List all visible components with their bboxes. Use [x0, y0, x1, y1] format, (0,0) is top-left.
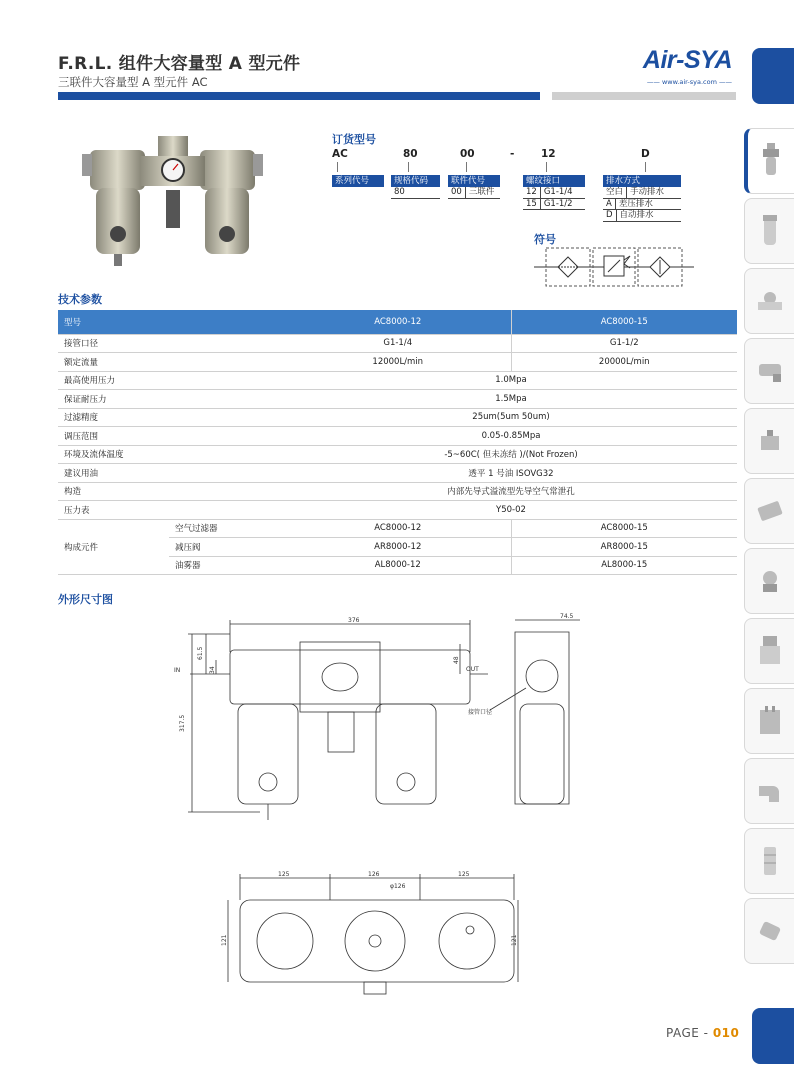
code-key: 12: [523, 187, 541, 198]
components-label: 构成元件: [58, 519, 169, 575]
manifold-icon: [755, 634, 785, 668]
silencer-icon: [759, 843, 781, 879]
regulator-icon: [755, 286, 785, 316]
side-item-regulator[interactable]: [744, 268, 794, 334]
product-photo: [82, 128, 272, 278]
port-code-row: [523, 187, 585, 199]
series-code-head: 系列代号: [332, 175, 384, 187]
port-code-row: [523, 199, 585, 211]
side-item-manifold[interactable]: [744, 618, 794, 684]
outlet-label: OUT: [466, 666, 479, 673]
side-item-frl[interactable]: [744, 128, 794, 194]
spec-label: 环境及流体温度: [58, 445, 285, 464]
drain-code-head: 排水方式: [603, 175, 681, 187]
page-subtitle: 三联件大容量型 A 型元件 AC: [58, 75, 208, 89]
spec-label: 最高使用压力: [58, 371, 285, 390]
component-name: 油雾器: [169, 556, 285, 575]
code-key: A: [603, 199, 616, 210]
dim-w3: 125: [458, 871, 470, 878]
drain-code-row: [603, 187, 681, 199]
ordering-title: 订货型号: [332, 133, 376, 146]
side-item-cylinder[interactable]: [744, 478, 794, 544]
side-tab-bottom: [752, 1008, 794, 1064]
spec-value: AL8000-12: [285, 556, 511, 575]
solenoid-icon: [755, 426, 785, 456]
code-key: 15: [523, 199, 541, 210]
spec-header-col1: AC8000-12: [285, 310, 511, 334]
spec-label: 额定流量: [58, 353, 285, 372]
code-key: D: [603, 210, 617, 221]
brand-logo: [620, 46, 740, 92]
spec-label: 建议用油: [58, 464, 285, 483]
spec-value: AC8000-12: [285, 519, 511, 538]
spec-label: 调压范围: [58, 427, 285, 446]
code-tick: [645, 162, 646, 172]
spec-code-box: [391, 175, 440, 199]
drain-code-box: [603, 175, 681, 222]
cylinder-icon: [755, 496, 785, 526]
page-title: F.R.L. 组件大容量型 A 型元件: [58, 54, 301, 74]
spec-value: 12000L/min: [285, 353, 511, 372]
code-key: 00: [448, 187, 466, 198]
spec-value: 25um(5um 50um): [285, 408, 737, 427]
side-item-fitting[interactable]: [744, 758, 794, 824]
assembly-code-row: [448, 187, 500, 199]
dim-h4: 48: [453, 656, 460, 664]
drain-code-row: [603, 210, 681, 222]
code-value: 三联件: [468, 187, 495, 197]
table-row: [58, 464, 737, 483]
spec-value: AR8000-15: [511, 538, 737, 557]
spec-value: 20000L/min: [511, 353, 737, 372]
spec-code-head: 规格代码: [391, 175, 440, 187]
spec-value: Y50-02: [285, 501, 737, 520]
table-row: [58, 334, 737, 353]
code-tick: [466, 162, 467, 172]
code-series: AC: [332, 148, 348, 160]
spec-value: AL8000-15: [511, 556, 737, 575]
code-port: 12: [541, 148, 556, 160]
side-item-actuator[interactable]: [744, 548, 794, 614]
side-item-silencer[interactable]: [744, 828, 794, 894]
table-row: [58, 501, 737, 520]
spec-header-row: [58, 310, 737, 334]
dim-width: 376: [348, 617, 360, 624]
spec-value: 1.0Mpa: [285, 371, 737, 390]
page-no: 010: [712, 1026, 740, 1040]
port-code-box: [523, 175, 585, 210]
table-row: [58, 445, 737, 464]
port-code-head: 螺纹接口: [523, 175, 585, 187]
dim-total-height: 317.5: [179, 714, 186, 732]
code-value: 差压排水: [618, 198, 653, 209]
side-item-valve[interactable]: [744, 338, 794, 404]
code-spec: 80: [403, 148, 418, 160]
side-item-filter[interactable]: [744, 198, 794, 264]
spec-label: 接管口径: [58, 334, 285, 353]
inlet-label: IN: [174, 667, 181, 674]
table-row: [58, 519, 737, 538]
side-item-accessory[interactable]: [744, 898, 794, 964]
side-item-pressure-switch[interactable]: [744, 688, 794, 754]
page-prefix: PAGE -: [666, 1026, 713, 1040]
component-name: 减压阀: [169, 538, 285, 557]
filter-icon: [759, 211, 781, 251]
spec-label: 过滤精度: [58, 408, 285, 427]
accessory-icon: [755, 916, 785, 946]
spec-value: G1-1/2: [511, 334, 737, 353]
code-drain: D: [641, 148, 650, 160]
frl-unit-icon: [760, 141, 782, 181]
dim-w2: 126: [368, 871, 380, 878]
assembly-code-box: [448, 175, 500, 199]
front-view-drawing: [170, 612, 600, 832]
spec-value: 0.05-0.85Mpa: [285, 427, 737, 446]
logo-text: Air-SYA: [642, 46, 732, 74]
code-assembly: 00: [460, 148, 475, 160]
code-value: 自动排水: [619, 210, 654, 220]
actuator-icon: [755, 566, 785, 596]
code-dash: -: [510, 148, 515, 160]
table-row: [58, 482, 737, 501]
code-value: G1-1/2: [543, 198, 573, 209]
table-row: [58, 371, 737, 390]
dimensions-title: 外形尺寸图: [58, 593, 113, 606]
spec-value: -5~60C( 但未冻结 )/(Not Frozen): [285, 445, 737, 464]
spec-code-row: [391, 187, 440, 199]
assembly-code-head: 联件代号: [448, 175, 500, 187]
code-value: G1-1/4: [543, 187, 573, 197]
spec-value: 1.5Mpa: [285, 390, 737, 409]
side-item-solenoid[interactable]: [744, 408, 794, 474]
series-code-box: [332, 175, 384, 187]
spec-value: AC8000-15: [511, 519, 737, 538]
specs-title: 技术参数: [58, 293, 102, 306]
code-key: 空白: [603, 187, 627, 198]
pressure-switch-icon: [755, 704, 785, 738]
spec-label: 压力表: [58, 501, 285, 520]
spec-value: 透平 1 号油 ISOVG32: [285, 464, 737, 483]
spec-label: 构造: [58, 482, 285, 501]
top-view-drawing: [218, 870, 538, 1000]
table-row: [58, 427, 737, 446]
dim-top-h-left: 121: [221, 934, 228, 946]
code-key: 80: [394, 187, 405, 197]
valve-icon: [755, 356, 785, 386]
spec-value: 内部先导式溢流型先导空气常泄孔: [285, 482, 737, 501]
table-row: [58, 408, 737, 427]
symbol-title: 符号: [534, 233, 556, 246]
fitting-icon: [755, 776, 785, 806]
drain-code-row: [603, 199, 681, 211]
header-bar-gray: [552, 92, 736, 100]
dim-h2: 34: [209, 666, 216, 674]
header-bar-blue: [58, 92, 540, 100]
pneumatic-symbol: [534, 244, 694, 290]
spec-header-model: 型号: [58, 310, 285, 334]
code-value: 手动排水: [630, 187, 665, 197]
logo-url: —— www.air-sya.com ——: [646, 78, 732, 86]
dim-h1: 61.5: [197, 646, 204, 660]
table-row: [58, 353, 737, 372]
code-tick: [408, 162, 409, 172]
dim-side-depth: 74.5: [560, 613, 574, 620]
code-tick: [337, 162, 338, 172]
spec-table: [58, 310, 737, 575]
side-tab-top: [752, 48, 794, 104]
spec-value: AR8000-12: [285, 538, 511, 557]
port-label: 接管口径: [468, 709, 493, 716]
dim-w1: 125: [278, 871, 290, 878]
dim-top-h-right: 121: [511, 934, 518, 946]
spec-label: 保证耐压力: [58, 390, 285, 409]
component-name: 空气过滤器: [169, 519, 285, 538]
table-row: [58, 390, 737, 409]
spec-header-col2: AC8000-15: [511, 310, 737, 334]
side-category-nav: [744, 128, 794, 968]
page-number: [666, 1026, 739, 1040]
code-tick: [546, 162, 547, 172]
spec-value: G1-1/4: [285, 334, 511, 353]
dim-diameter: φ126: [390, 883, 406, 890]
